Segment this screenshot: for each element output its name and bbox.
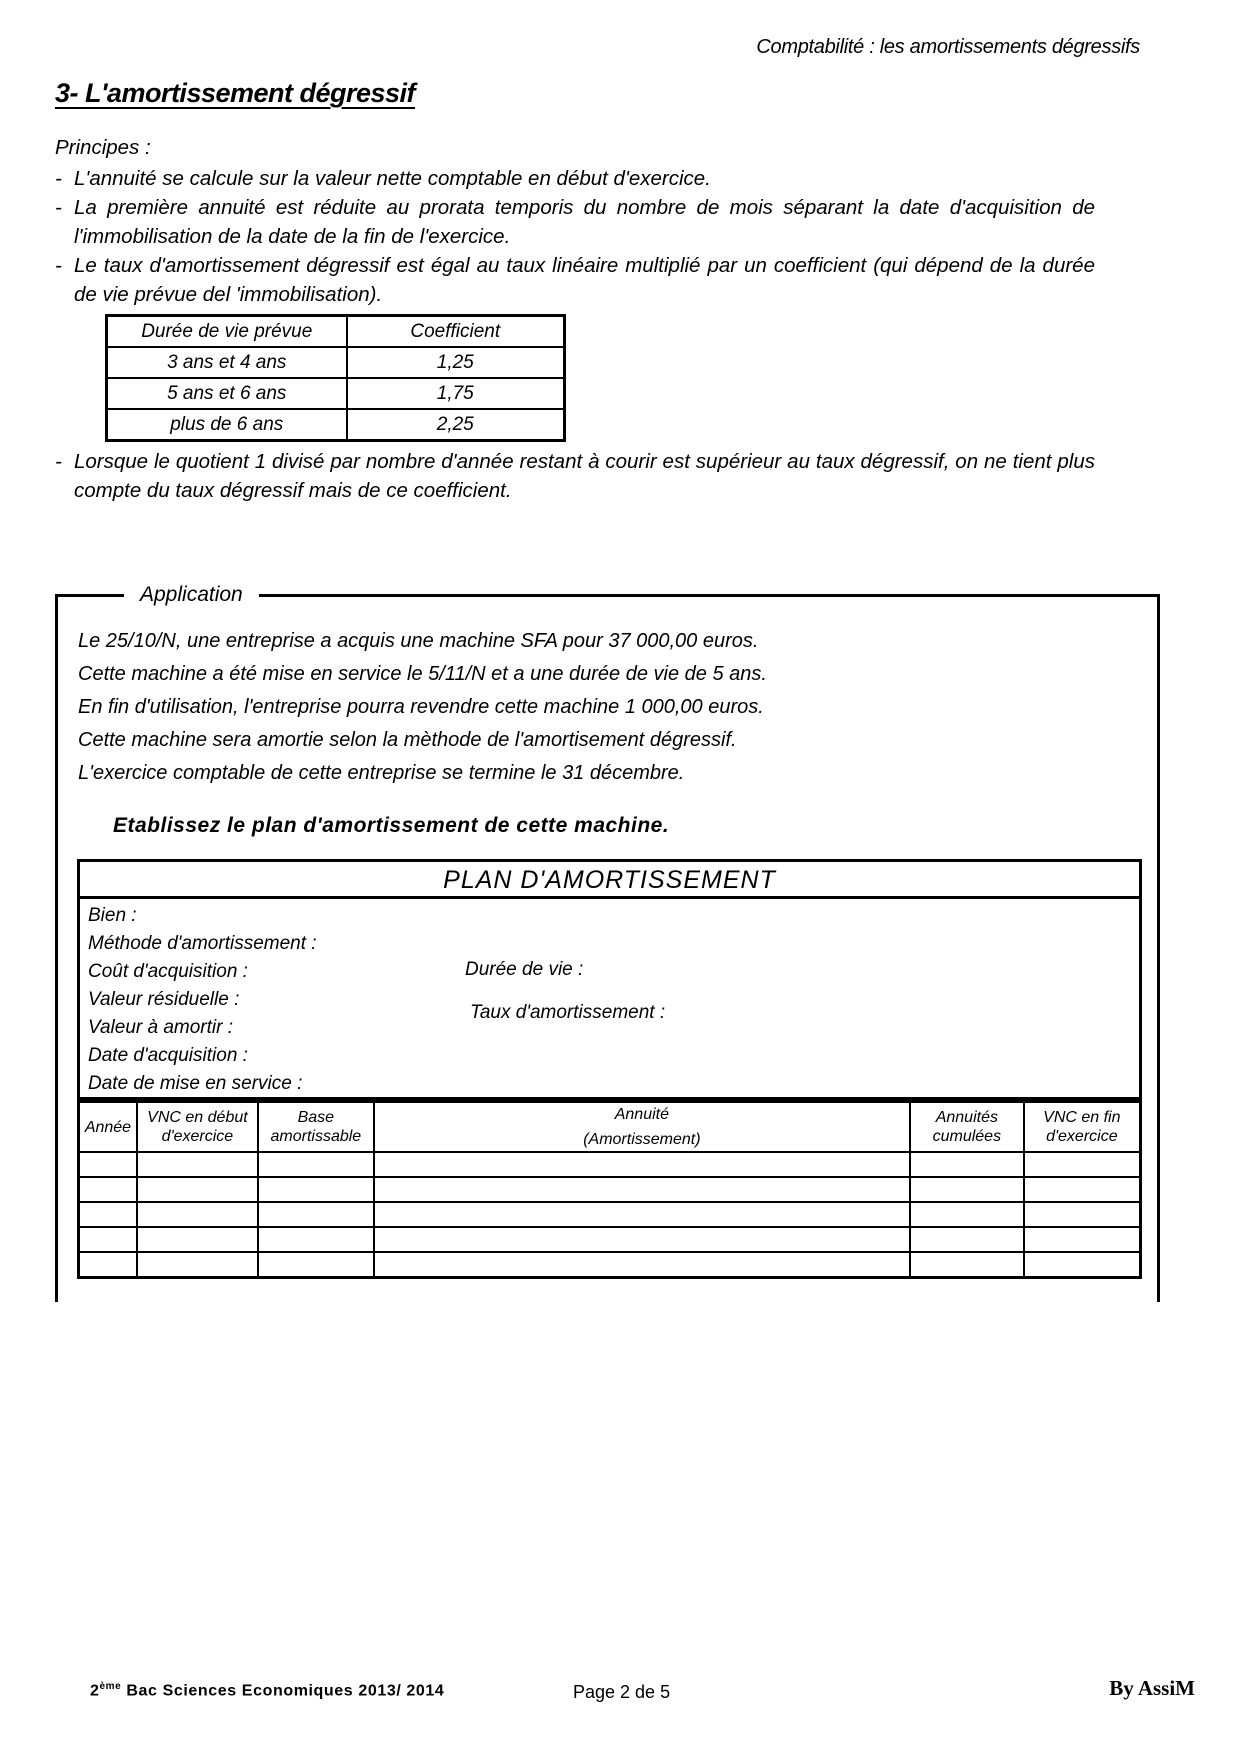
plan-empty-cell (1024, 1152, 1141, 1177)
principles-section (55, 133, 1095, 505)
plan-empty-cell (258, 1202, 374, 1227)
principle-text: L'annuité se calcule sur la valeur nette comptable en début d'exercice. (74, 167, 711, 190)
plan-empty-cell (258, 1227, 374, 1252)
plan-empty-cell (1024, 1227, 1141, 1252)
duration-cell: 3 ans et 4 ans (107, 347, 347, 378)
principle-item (55, 251, 1095, 309)
info-label-cout: Coût d'acquisition : (88, 961, 248, 982)
application-line: Cette machine sera amortie selon la mèthode de l'amortisement dégressif. (78, 729, 737, 751)
info-label-date-acquisition: Date d'acquisition : (88, 1045, 248, 1066)
principle-item (55, 164, 1095, 193)
coefficient-cell: 1,75 (347, 378, 565, 409)
plan-empty-row (79, 1177, 1141, 1202)
application-line: Cette machine a été mise en service le 5/11/N et a une durée de vie de 5 ans. (78, 663, 767, 685)
plan-empty-cell (910, 1177, 1024, 1202)
principle-text: Le taux d'amortissement dégressif est égal au taux linéaire multiplié par un coefficient (qui dépend de la durée de vie prévue del 'immobilisation). (74, 254, 1095, 306)
info-label-methode: Méthode d'amortissement : (88, 933, 317, 954)
application-line: Le 25/10/N, une entreprise a acquis une machine SFA pour 37 000,00 euros. (78, 630, 759, 652)
section-title: 3- L'amortissement dégressif (55, 78, 416, 108)
plan-empty-cell (79, 1177, 137, 1202)
plan-empty-cell (79, 1252, 137, 1278)
bullet-dash: - (55, 167, 62, 190)
plan-empty-cell (1024, 1177, 1141, 1202)
bullet-dash: - (55, 254, 62, 277)
col-annee: Année (79, 1102, 137, 1153)
plan-empty-cell (258, 1252, 374, 1278)
application-legend: Application (124, 583, 259, 607)
plan-empty-row (79, 1202, 1141, 1227)
principle-text: La première annuité est réduite au prorata temporis du nombre de mois séparant la date d'acquisition de l'immobilisation de la date de la fin de l'exercice. (74, 196, 1095, 248)
info-label-date-mise-service: Date de mise en service : (88, 1073, 303, 1094)
plan-empty-cell (258, 1177, 374, 1202)
exercise-instruction: Etablissez le plan d'amortissement de cette machine. (113, 814, 670, 837)
info-label-bien: Bien : (88, 905, 137, 926)
plan-empty-cell (79, 1227, 137, 1252)
plan-empty-cell (1024, 1252, 1141, 1278)
coefficient-cell: 1,25 (347, 347, 565, 378)
plan-table (77, 1100, 1142, 1279)
col-vnc-debut: VNC en début d'exercice (137, 1102, 258, 1153)
plan-empty-cell (910, 1227, 1024, 1252)
plan-empty-cell (374, 1202, 910, 1227)
document-header: Comptabilité : les amortissements dégressifs (756, 36, 1140, 58)
info-label-duree-vie: Durée de vie : (465, 959, 584, 980)
principles-heading: Principes : (55, 136, 151, 159)
plan-empty-cell (910, 1252, 1024, 1278)
application-box (55, 583, 1160, 1302)
coefficient-table (105, 314, 566, 442)
plan-table-body (79, 1152, 1141, 1278)
coefficient-row (107, 347, 565, 378)
plan-empty-cell (1024, 1202, 1141, 1227)
plan-header-row (79, 1102, 1141, 1153)
plan-empty-cell (374, 1227, 910, 1252)
plan-empty-cell (79, 1152, 137, 1177)
plan-empty-cell (910, 1202, 1024, 1227)
application-text (78, 625, 1157, 790)
col-vnc-fin: VNC en fin d'exercice (1024, 1102, 1141, 1153)
plan-empty-row (79, 1227, 1141, 1252)
info-label-valeur-residuelle: Valeur résiduelle : (88, 989, 240, 1010)
footer-page-number: Page 2 de 5 (573, 1682, 671, 1702)
plan-title: PLAN D'AMORTISSEMENT (77, 859, 1142, 899)
plan-empty-row (79, 1252, 1141, 1278)
info-label-valeur-amortir: Valeur à amortir : (88, 1017, 234, 1038)
plan-empty-cell (137, 1152, 258, 1177)
duration-cell: plus de 6 ans (107, 409, 347, 441)
footer-author: By AssiM (1109, 1676, 1195, 1700)
plan-empty-cell (137, 1252, 258, 1278)
plan-empty-cell (374, 1252, 910, 1278)
bullet-dash: - (55, 196, 62, 219)
principle-text: Lorsque le quotient 1 divisé par nombre d'année restant à courir est supérieur au taux dégressif, on ne tient plus compte du taux dégressif mais de ce coefficient. (74, 450, 1095, 502)
info-label-taux: Taux d'amortissement : (470, 1002, 666, 1023)
duration-cell: 5 ans et 6 ans (107, 378, 347, 409)
application-line: En fin d'utilisation, l'entreprise pourra revendre cette machine 1 000,00 euros. (78, 696, 764, 718)
plan-info-left (80, 899, 1139, 1098)
plan-empty-cell (79, 1202, 137, 1227)
principle-item (55, 447, 1095, 505)
plan-empty-cell (374, 1152, 910, 1177)
application-line: L'exercice comptable de cette entreprise se termine le 31 décembre. (78, 762, 685, 784)
plan-empty-cell (910, 1152, 1024, 1177)
plan-empty-cell (137, 1177, 258, 1202)
plan-empty-cell (258, 1152, 374, 1177)
plan-info-panel (77, 899, 1142, 1100)
col-annuites-cumulees: Annuités cumulées (910, 1102, 1024, 1153)
coefficient-row (107, 409, 565, 441)
col-base-amortissable: Base amortissable (258, 1102, 374, 1153)
coefficient-header-row (107, 316, 565, 348)
plan-empty-cell (137, 1227, 258, 1252)
bullet-dash: - (55, 450, 62, 473)
principle-item (55, 193, 1095, 251)
amortization-plan (77, 859, 1142, 1279)
col-annuite: Annuité (Amortissement) (374, 1102, 910, 1153)
footer-course: 2ème Bac Sciences Economiques 2013/ 2014 (90, 1681, 445, 1700)
coefficient-row (107, 378, 565, 409)
plan-empty-cell (137, 1202, 258, 1227)
coefficient-header-coefficient: Coefficient (347, 316, 565, 348)
plan-empty-cell (374, 1177, 910, 1202)
coefficient-header-duration: Durée de vie prévue (107, 316, 347, 348)
coefficient-cell: 2,25 (347, 409, 565, 441)
plan-empty-row (79, 1152, 1141, 1177)
